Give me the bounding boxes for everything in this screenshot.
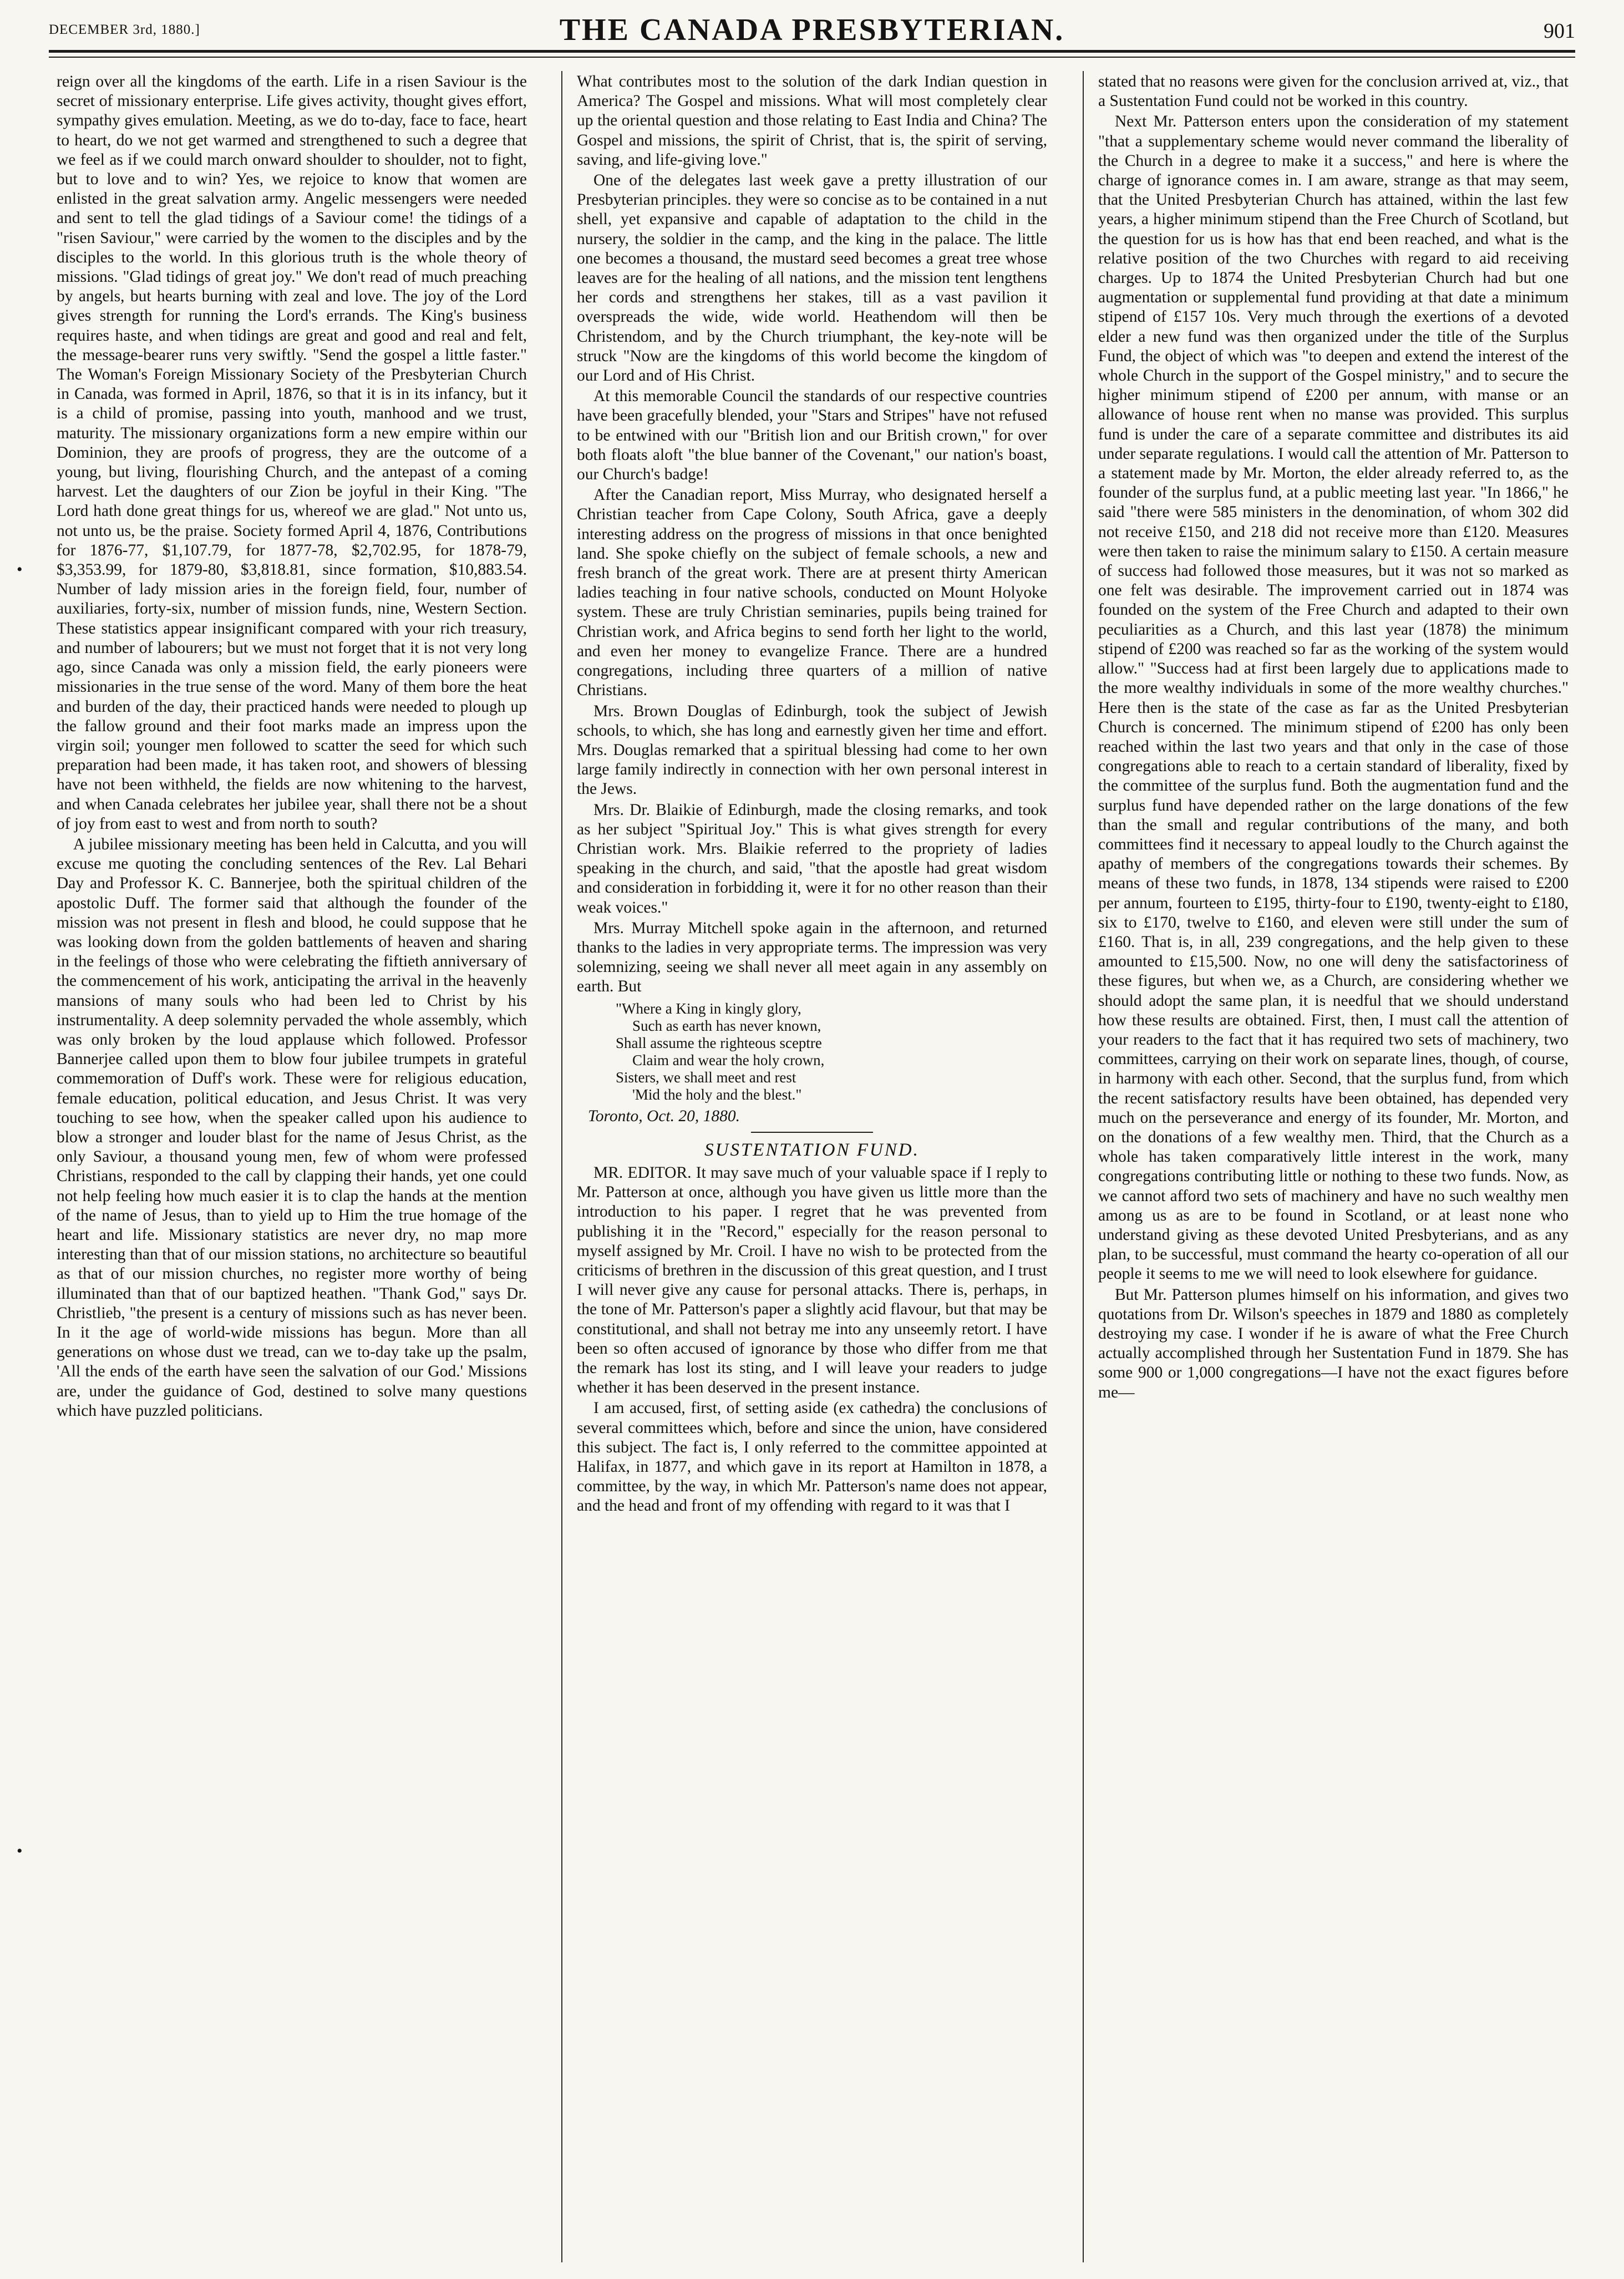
article-paragraph: But Mr. Patterson plumes himself on his information, and gives two quotations from Dr. Wilson's speeches in 1879 and 1880 as completely destroying my case. I wonder if he is aware of what the Free Church actually accomplished through her Sustentation Fund in 1879. She has some 900 or 1,000 congregations—I have not the exact figures before me— [1098,1285,1569,1401]
poem-line: Claim and wear the holy crown, [632,1051,825,1068]
header-rule-thin [49,57,1575,58]
header-rule [49,50,1575,53]
masthead [49,12,1575,47]
article-paragraph: Next Mr. Patterson enters upon the consideration of my statement "that a supplementary scheme would never command the liberality of the Church in a degree to make it a success," and here is where the charge of ignorance comes in. I am aware, strange as that may seem, that the United Presbyterian Church has attained, within the last few years, a higher minimum stipend than the Free Church of Scotland, but the question for us is how has that end been reached, and what is the relative position of the two Churches with regard to aid receiving charges. Up to 1874 the United Presbyterian Church had but one augmentation or supplemental fund providing at that date a minimum stipend of £157 10s. Very much through the exertions of a devoted elder a new fund was then organized under the title of the Surplus Fund, the object of which was "to deepen and extend the interest of the whole Church in the support of the Gospel ministry," and to secure the higher minimum stipend of £200 per annum, with manse or an allowance of house rent when no manse was provided. This surplus fund is under the care of a separate committee and distributes its aid under separate regulations. I would call the attention of Mr. Patterson to a statement made by Mr. Morton, the elder already referred to, as the founder of the surplus fund, at a public meeting last year. "In 1866," he said "there were 585 ministers in the denomination, of whom 302 did not receive £150, and 218 did not receive more than £120. Measures were then taken to raise the minimum salary to £150. A certain measure of success had followed those measures, but it was not so marked as one felt was desirable. The improvement carried out in 1874 was founded on the system of the Free Church and adapted to their own peculiarities as a Church, and this last year (1878) the minimum stipend of £200 was reached so far as the working of the system would allow." "Success had at first been largely due to applications made to the more wealthy individuals in some of the more wealthy churches." Here then is the state of the case as far as the United Presbyterian Church is concerned. The minimum stipend of £200 has only been reached within the last two years and that only in the case of those congregations able to reach to a certain standard of liberality, fixed by the committee of the surplus fund. Both the augmentation fund and the surplus fund have depended rather on the large donations of the few than the small and regular contributions of the many, and both committees find it necessary to appeal loudly to the Church against the apathy of members of the congregations towards their schemes. By means of these two funds, in 1878, 134 stipends were raised to £200 per annum, fourteen to £195, thirty-four to £190, twenty-eight to £180, six to £170, twelve to £160, and eleven were still under the sum of £160. That is, in all, 239 congregations, and the help given to these amounted to £15,500. Now, no one will deny the satisfactoriness of these figures, but when we, as a Church, are considering whether we should adopt the same plan, it is needful that we should understand how these results are obtained. First, then, I must call the attention of your readers to the fact that it has required two sets of machinery, two committees, carrying on their work on separate lines, though, of course, in harmony with each other. Second, that the surplus fund, from which the recent satisfactory results have been obtained, has depended very much on the perseverance and energy of its founder, Mr. Morton, and on the donations of a few wealthy men. Third, that the Church as a whole has taken comparatively little interest in the work, many congregations contributing little or nothing to these two funds. Now, as we cannot afford two sets of machinery and have no such wealthy men among us as are to be found in Scotland, or at least none who understand giving as these devoted United Presbyterians, and as any plan, to be successful, must command the hearty co-operation of all our people it seems to me we will need to look elsewhere for guidance. [1098,113,1569,1283]
column-divider [1083,71,1084,2262]
section-divider [751,1132,873,1133]
poem-line: 'Mid the holy and the blest." [632,1086,802,1103]
poem-line: Such as earth has never known, [632,1017,821,1034]
article-paragraph: After the Canadian report, Miss Murray, who designated herself a Christian teacher from Cape Colony, South Africa, gave a deeply interesting address on the progress of missions in that once benighted land. She spoke chiefly on the subject of female schools, a new and fresh branch of the great work. There are at present thirty American ladies teaching in four native schools, conducted on Mount Holyoke system. These are truly Christian seminaries, pupils being trained for Christian work, and Africa begins to send forth her light to the world, and even her money to evangelize France. There are a hundred congregations, including three quarters of a million of native Christians. [577,486,1047,700]
article-paragraph: reign over all the kingdoms of the earth. Life in a risen Saviour is the secret of missionary enterprise. Life gives activity, thought gives effort, sympathy gives emulation. Meeting, as we do to-day, face to face, heart to heart, do we not get warmed and strengthened to such a degree that we feel as if we could march onward shoulder to shoulder, not to fight, but to love and to win? Yes, we rejoice to know that women are enlisted in the great salvation army. Angelic messengers were needed and sent to tell the glad tidings of a Saviour come! the tidings of a "risen Saviour," were carried by the women to the disciples and by the disciples to the world. In this glorious truth is the whole theory of missions. "Glad tidings of great joy." We don't read of much preaching by angels, but hearts burning with zeal and love. The joy of the Lord gives strength for running the Lord's errands. The King's business requires haste, and when tidings are great and good and real and felt, the message-bearer runs very swiftly. "Send the gospel a little faster." The Woman's Foreign Missionary Society of the Presbyterian Church in Canada, was formed in April, 1876, so that it is in its infancy, but it is a child of promise, passing into youth, manhood and we trust, maturity. The missionary organizations form a new empire within our Dominion, they are proofs of progress, they are the outcome of a young, but living, flourishing Church, and the antepast of a coming harvest. Let the daughters of our Zion be joyful in their King. "The Lord hath done great things for us, whereof we are glad." Not unto us, not unto us, be the praise. Society formed April 4, 1876, Contributions for 1876-77, $1,107.79, for 1877-78, $2,702.95, for 1878-79, $3,353.99, for 1879-80, $3,818.81, since formation, $10,883.54. Number of lady mission aries in the foreign field, four, number of auxiliaries, forty-six, number of mission funds, nine, Western Section. These statistics appear insignificant compared with your rich treasury, and number of labourers; but we must not forget that it is not very long ago, since Canada was only a mission field, the early pioneers were missionaries in the true sense of the word. Many of them bore the heat and burden of the day, their practiced hands were needed to plough up the fallow ground and their foot marks made an impress upon the virgin soil; younger men followed to scatter the seed for which such preparation had been made, it has taken root, and showers of blessing have not been withheld, the fields are now whitening to the harvest, and when Canada celebrates her jubilee year, shall there not be a shout of joy from east to west and from north to south? [57,73,527,833]
margin-mark: • [17,560,23,579]
poem-line: Sisters, we shall meet and rest [616,1068,796,1086]
page-number: 901 [1544,19,1575,43]
article-paragraph: stated that no reasons were given for the conclusion arrived at, viz., that a Sustentation Fund could not be worked in this country. [1098,73,1569,110]
poem-quote [616,1000,1047,1103]
column-1 [57,72,527,1422]
article-paragraph: I am accused, first, of setting aside (ex cathedra) the conclusions of several committees which, before and since the union, have considered this subject. The fact is, I only referred to the committee appointed at Halifax, in 1877, and which gave in its report at Hamilton in 1878, a committee, by the way, in which Mr. Patterson's name does not appear, and the head and front of my offending with regard to it was that I [577,1399,1047,1515]
article-paragraph: A jubilee missionary meeting has been held in Calcutta, and you will excuse me quoting the concluding sentences of the Rev. Lal Behari Day and Professor K. C. Bannerjee, both the spiritual children of the apostolic Duff. The former said that although the founder of the mission was not present in flesh and blood, he could suppose that he was looking down from the golden battlements of heaven and sharing in the feelings of those who were celebrating the fiftieth anniversary of the commencement of his work, anticipating the arrival in the heavenly mansions of many souls who had been led to Christ by his instrumentality. A deep solemnity pervaded the whole assembly, which was only broken by the loud applause which followed. Professor Bannerjee called upon them to blow four jubilee trumpets in grateful commemoration of Duff's work. These were for religious education, female education, political education, and Jesus Christ. It was very touching to see how, when the speaker called upon his audience to blow a stronger and louder blast for the name of Jesus Christ, as the only Saviour, a thousand young men, few of whom were professed Christians, responded to the call by clapping their hands, yet one could not help feeling how much easier it is to clap the hands at the mention of the name of Jesus, than to yield up to Him the true homage of the heart and life. Missionary statistics are never dry, no map more interesting than that of our mission stations, no architecture so beautiful as that of our mission churches, no register more worthy of being illuminated than that of our baptized heathen. "Thank God," says Dr. Christlieb, "the present is a century of missions such as has never been. In it the age of world-wide missions has begun. More than all generations on whose dust we tread, can we to-day take up the psalm, 'All the ends of the earth have seen the salvation of our God.' Missions are, under the guidance of God, destined to solve many questions which have puzzled politicians. [57,835,527,1420]
article-paragraph: MR. EDITOR. It may save much of your valuable space if I reply to Mr. Patterson at once, although you have given us little more than the introduction to his paper. I regret that he was prevented from publishing it in the "Record," especially for the reason personal to myself assigned by Mr. Croil. I have no wish to be protected from the criticisms of brethren in the discussion of this great question, and I trust I will never give any cause for personal attacks. There is, perhaps, in the tone of Mr. Patterson's paper a slightly acid flavour, but that may be constitutional, and shall not betray me into any unseemly retort. I have been so often accused of ignorance by those who differ from me that the remark has lost its sting, and I will leave your readers to judge whether it has been deserved in the present instance. [577,1163,1047,1397]
issue-date: DECEMBER 3rd, 1880.] [49,22,200,37]
poem-line: Shall assume the righteous sceptre [616,1034,822,1051]
article-paragraph: Mrs. Brown Douglas of Edinburgh, took the subject of Jewish schools, to which, she has long and earnestly given her time and effort. Mrs. Douglas remarked that a spiritual blessing had come to her own large family indirectly in connection with her own personal interest in the Jews. [577,702,1047,798]
letter-signoff: Toronto, Oct. 20, 1880. [588,1107,740,1125]
column-3 [1098,72,1569,1404]
article-paragraph: One of the delegates last week gave a pretty illustration of our Presbyterian principles. they were so concise as to be contained in a nut shell, yet expansive and capable of adaptation to the child in the nursery, the soldier in the camp, and the king in the palace. The little one becomes a thousand, the mustard seed becomes a great tree whose leaves are for the healing of all nations, and the mission tent lengthens her cords and strengthens her stakes, till as a vast pavilion it overspreads the wide, wide world. Heathendom will then be Christendom, and by the Church triumphant, the key-note will be struck "Now are the kingdoms of this world become the kingdom of our Lord and of His Christ. [577,171,1047,385]
newspaper-title: THE CANADA PRESBYTERIAN. [559,13,1065,47]
column-divider [561,71,562,2262]
article-paragraph: Mrs. Murray Mitchell spoke again in the afternoon, and returned thanks to the ladies in very appropriate terms. The impression was very solemnizing, seeing we shall never all meet again in any assembly on earth. But [577,919,1047,996]
margin-mark: • [17,1842,23,1860]
article-paragraph: Mrs. Dr. Blaikie of Edinburgh, made the closing remarks, and took as her subject "Spiritual Joy." This is what gives strength for every Christian work. Mrs. Blaikie referred to the propriety of ladies speaking in the church, and said, "that the apostle had great wisdom and consideration in forbidding it, were it for no other reason than their weak voices." [577,801,1047,916]
section-heading: SUSTENTATION FUND. [704,1140,920,1160]
article-paragraph: At this memorable Council the standards of our respective countries have been gracefully blended, your "Stars and Stripes" have not refused to be entwined with our "British lion and our British crown," for over both floats aloft "the blue banner of the Covenant," our nation's boast, our Church's badge! [577,387,1047,484]
article-paragraph: What contributes most to the solution of the dark Indian question in America? The Gospel and missions. What will most completely clear up the oriental question and those relating to East India and China? The Gospel and missions, the spirit of Christ, that is, the spirit of serving, saving, and life-giving love." [577,73,1047,169]
poem-line: "Where a King in kingly glory, [616,1000,801,1017]
column-2 [577,72,1047,1517]
